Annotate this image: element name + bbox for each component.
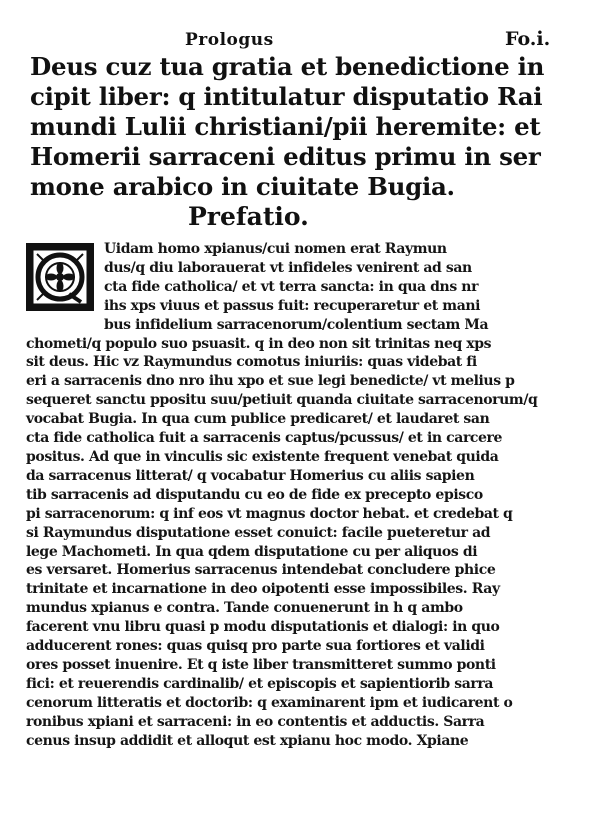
title-line: mundi Lulii christiani/pii heremite: et (30, 112, 541, 141)
text-line: Uidam homo xpianus/cui nomen erat Raymun (104, 241, 447, 257)
text-line: pi sarracenorum: q inf eos vt magnus doctor hebat. et credebat q (26, 505, 513, 522)
title-line: Homerii sarraceni editus primu in ser (30, 142, 541, 171)
text-line: cta fide catholica/ et vt terra sancta: in qua dns nr (104, 278, 479, 295)
text-line: trinitate et incarnatione in deo oipotenti esse impossibiles. Ray (26, 581, 500, 598)
text-line: da sarracenus litterat/ q vocabatur Homerius cu aliis sapien (26, 467, 475, 484)
running-title: Prologus (185, 30, 274, 50)
folio-number: Fo.i. (505, 28, 551, 50)
text-line: facerent vnu libru quasi p modu disputationis et dialogi: in quo (26, 619, 500, 636)
text-line: mundus xpianus e contra. Tande conuenerunt in h q ambo (26, 600, 463, 617)
text-line: dus/q diu laborauerat vt infideles venirent ad san (104, 259, 472, 276)
title-line: mone arabico in ciuitate Bugia. (30, 172, 455, 201)
section-heading: Prefatio. (188, 202, 309, 231)
text-line: lege Machometi. In qua qdem disputatione cu per aliquos di (26, 543, 478, 560)
title-line: cipit liber: q intitulatur disputatio Rai (30, 82, 543, 111)
text-line: es versaret. Homerius sarracenus intendebat concludere phice (26, 562, 496, 579)
text-line: tib sarracenis ad disputandu cu eo de fide ex precepto episco (26, 486, 483, 503)
text-line: sequeret sanctu ppositu suu/petiuit quanda ciuitate sarracenorum/q (26, 392, 538, 409)
text-line: ores posset inuenire. Et q iste liber transmitteret summo ponti (26, 656, 496, 673)
prefatio-text (26, 240, 581, 750)
text-line: cta fide catholica fuit a sarracenis captus/pcussus/ et in carcere (26, 430, 503, 447)
text-line: ronibus xpiani et sarraceni: in eo contentis et adductis. Sarra (26, 713, 485, 730)
text-line: cenus insup addidit et alloqut est xpianu hoc modo. Xpiane (26, 732, 469, 749)
text-line: si Raymundus disputatione esset conuict: facile pueteretur ad (26, 524, 491, 541)
incipit-title (30, 52, 575, 202)
text-line: positus. Ad que in vinculis sic existente frequent venebat quida (26, 448, 499, 465)
text-line: bus infidelium sarracenorum/colentium sectam Ma (104, 316, 489, 333)
text-line: eri a sarracenis dno nro ihu xpo et sue legi benedicte/ vt melius p (26, 373, 515, 390)
text-line: vocabat Bugia. In qua cum publice predicaret/ et laudaret san (26, 411, 490, 428)
text-line: ihs xps viuus et passus fuit: recuperaretur et mani (104, 297, 481, 314)
title-line: Deus cuz tua gratia et benedictione in (30, 52, 545, 81)
text-line: fici: et reuerendis cardinalib/ et episcopis et sapientiorib sarra (26, 675, 494, 692)
text-line: adducerent rones: quas quisq pro parte sua fortiores et validi (26, 638, 485, 655)
text-line: sit deus. Hic vz Raymundus comotus iniuriis: quas videbat fi (26, 354, 477, 371)
text-line: chometi/q populo suo psuasit. q in deo non sit trinitas neq xps (26, 335, 492, 352)
text-line: cenorum litteratis et doctorib: q examinarent ipm et iudicarent o (26, 694, 513, 711)
